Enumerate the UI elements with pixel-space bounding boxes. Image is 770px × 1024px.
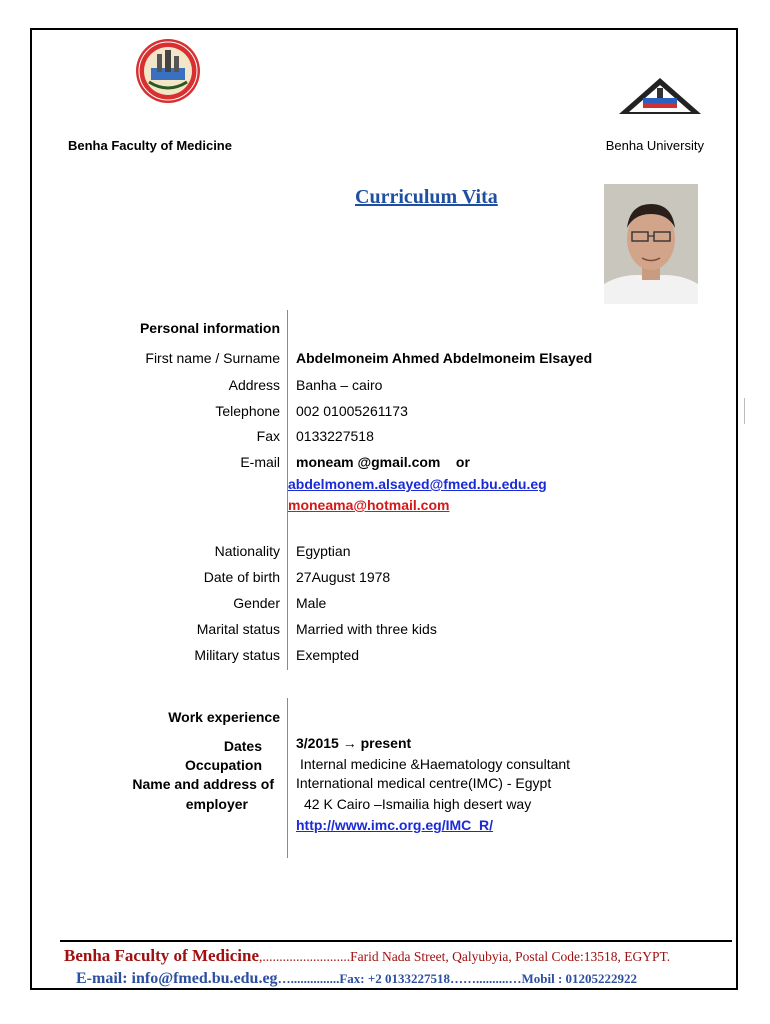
value-address: Banha – cairo [296,377,383,393]
email-link-hotmail[interactable]: moneama@hotmail.com [288,497,450,513]
university-name: Benha University [605,138,704,153]
footer-divider [60,940,732,942]
value-name: Abdelmoneim Ahmed Abdelmoneim Elsayed [296,350,593,366]
label-nationality: Nationality [214,543,280,559]
footer-contact-line [76,970,637,988]
value-gender: Male [296,595,327,611]
value-employer-name: International medical centre(IMC) - Egypt [296,775,552,791]
value-employer-address: 42 K Cairo –Ismailia high desert way [304,796,532,812]
value-fax: 0133227518 [296,428,374,444]
employer-website-link[interactable]: http://www.imc.org.eg/IMC_R/ [296,817,494,833]
divider-work [287,698,288,858]
label-telephone: Telephone [215,403,280,419]
label-marital-status: Marital status [196,621,280,637]
label-email: E-mail [240,454,280,470]
footer-address: ,..........................Farid Nada Street, Qalyubyia, Postal Code:13518, EGYPT. [259,949,671,964]
page-title: Curriculum Vita [355,186,498,208]
email-link-fmed[interactable]: abdelmonem.alsayed@fmed.bu.edu.eg [288,476,547,492]
label-occupation: Occupation [184,757,262,773]
footer-email: E-mail: info@fmed.bu.edu.eg [76,970,278,987]
edge-mark [744,398,745,424]
value-marital-status: Married with three kids [296,621,437,637]
faculty-name: Benha Faculty of Medicine [68,138,232,153]
label-address: Address [228,377,280,393]
value-nationality: Egyptian [296,543,351,559]
section-personal-information: Personal information [139,320,280,336]
footer-fax-mobile: …...............Fax: +2 0133227518……..........…Mobil : 01205222922 [277,971,638,986]
label-military-status: Military status [194,647,280,663]
value-date-of-birth: 27August 1978 [296,569,391,585]
footer-faculty-name: Benha Faculty of Medicine [64,946,260,965]
label-employer-2: employer [185,796,248,812]
value-military-status: Exempted [296,647,360,663]
footer-address-line [64,946,670,966]
faculty-emblem-icon [135,38,201,104]
label-employer-1: Name and address of [132,776,274,792]
value-occupation: Internal medicine &Haematology consultant [300,756,571,772]
portrait-photo [604,184,698,304]
value-dates: 3/2015 → present [296,735,412,751]
value-telephone: 002 01005261173 [296,403,408,419]
label-fax: Fax [256,428,280,444]
section-work-experience: Work experience [168,709,280,725]
label-name: First name / Surname [145,350,280,366]
label-date-of-birth: Date of birth [203,569,280,585]
value-email: moneam @gmail.com or [296,454,470,470]
label-dates: Dates [223,738,262,754]
university-emblem-icon [617,76,703,116]
label-gender: Gender [233,595,280,611]
